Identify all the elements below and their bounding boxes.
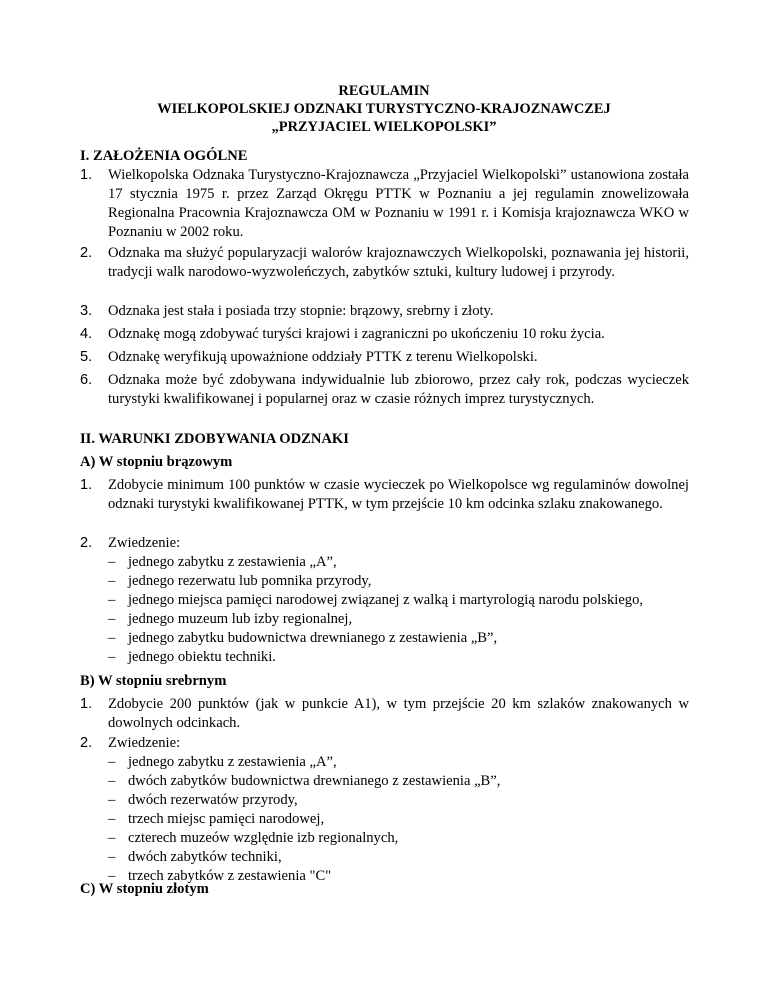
- item-text: Wielkopolska Odznaka Turystyczno-Krajoznawcza „Przyjaciel Wielkopolski” ustanowiona została 17 stycznia 1975 r. przez Zarząd Okręgu PTTK w Poznaniu a jej regulamin znowelizowała Regionalna Pracownia Krajoznawcza OM w Poznaniu w 1991 r. i Komisja krajoznawcza WKO w Poznaniu w 2002 roku.: [108, 167, 689, 240]
- list-item: [80, 302, 689, 321]
- list-entry: – jednego obiektu techniki.: [108, 648, 689, 667]
- list-entry: – dwóch rezerwatów przyrody,: [108, 791, 689, 810]
- item-number: 3.: [80, 303, 93, 319]
- list-entry: – trzech miejsc pamięci narodowej,: [108, 810, 689, 829]
- list-item: [80, 244, 689, 282]
- item-text: Odznaka jest stała i posiada trzy stopnie: brązowy, srebrny i złoty.: [108, 303, 494, 319]
- document-title-line-3: „PRZYJACIEL WIELKOPOLSKI”: [271, 119, 497, 135]
- list-entry: – jednego muzeum lub izby regionalnej,: [108, 610, 689, 629]
- list-entry: – jednego zabytku z zestawienia „A”,: [108, 553, 689, 572]
- list-entry: – jednego zabytku budownictwa drewnianego z zestawienia „B”,: [108, 629, 689, 648]
- list-entry: – dwóch zabytków techniki,: [108, 848, 689, 867]
- item-number: 5.: [80, 349, 93, 365]
- subheading-gold: C) W stopniu złotym: [80, 881, 209, 897]
- list-item: [80, 734, 689, 886]
- item-number: 2.: [80, 735, 93, 751]
- item-text: Zwiedzenie:: [108, 535, 181, 551]
- list-item: [80, 476, 689, 514]
- item-number: 1.: [80, 696, 93, 712]
- list-entry: – jednego miejsca pamięci narodowej związanej z walką i martyrologią narodu polskiego,: [108, 591, 689, 610]
- sightseeing-list: [108, 553, 689, 667]
- list-item: [80, 348, 689, 367]
- item-number: 4.: [80, 326, 93, 342]
- document-title-line-2: WIELKOPOLSKIEJ ODZNAKI TURYSTYCZNO-KRAJOZNAWCZEJ: [157, 101, 611, 117]
- sightseeing-list: [108, 753, 689, 886]
- list-entry: – trzech zabytków z zestawienia "C": [108, 867, 689, 886]
- list-item: [80, 371, 689, 409]
- list-entry: – jednego rezerwatu lub pomnika przyrody,: [108, 572, 689, 591]
- item-number: 2.: [80, 245, 93, 261]
- list-entry: – dwóch zabytków budownictwa drewnianego z zestawienia „B”,: [108, 772, 689, 791]
- subheading-bronze: A) W stopniu brązowym: [80, 454, 233, 470]
- list-item: [80, 166, 689, 242]
- section-heading-conditions: II. WARUNKI ZDOBYWANIA ODZNAKI: [80, 431, 349, 447]
- list-entry: – czterech muzeów względnie izb regionalnych,: [108, 829, 689, 848]
- list-item: [80, 695, 689, 733]
- item-text: Zdobycie 200 punktów (jak w punkcie A1), w tym przejście 20 km szlaków znakowanych w dowolnych odcinkach.: [108, 696, 689, 731]
- item-text: Odznaka może być zdobywana indywidualnie lub zbiorowo, przez cały rok, podczas wycieczek turystyki kwalifikowanej i popularnej oraz w czasie różnych imprez turystycznych.: [108, 372, 689, 407]
- item-text: Odznakę weryfikują upoważnione oddziały PTTK z terenu Wielkopolski.: [108, 349, 538, 365]
- item-text: Zdobycie minimum 100 punktów w czasie wycieczek po Wielkopolsce wg regulaminów dowolnej odznaki turystyki kwalifikowanej PTTK, w tym przejście 10 km odcinka szlaku znakowanego.: [108, 477, 689, 512]
- item-number: 1.: [80, 477, 93, 493]
- item-number: 1.: [80, 167, 93, 183]
- item-text: Odznaka ma służyć popularyzacji walorów krajoznawczych Wielkopolski, poznawania jej historii, tradycji walk narodowo-wyzwoleńczych, zabytków sztuki, kultury ludowej i przyrody.: [108, 245, 689, 280]
- list-entry: – jednego zabytku z zestawienia „A”,: [108, 753, 689, 772]
- item-text: Zwiedzenie:: [108, 735, 181, 751]
- document-title-line-1: REGULAMIN: [338, 83, 430, 99]
- subheading-silver: B) W stopniu srebrnym: [80, 673, 227, 689]
- section-heading-general: I. ZAŁOŻENIA OGÓLNE: [80, 148, 248, 164]
- list-item: [80, 325, 689, 344]
- item-text: Odznakę mogą zdobywać turyści krajowi i zagraniczni po ukończeniu 10 roku życia.: [108, 326, 605, 342]
- list-item: [80, 534, 689, 667]
- item-number: 2.: [80, 535, 93, 551]
- item-number: 6.: [80, 372, 93, 388]
